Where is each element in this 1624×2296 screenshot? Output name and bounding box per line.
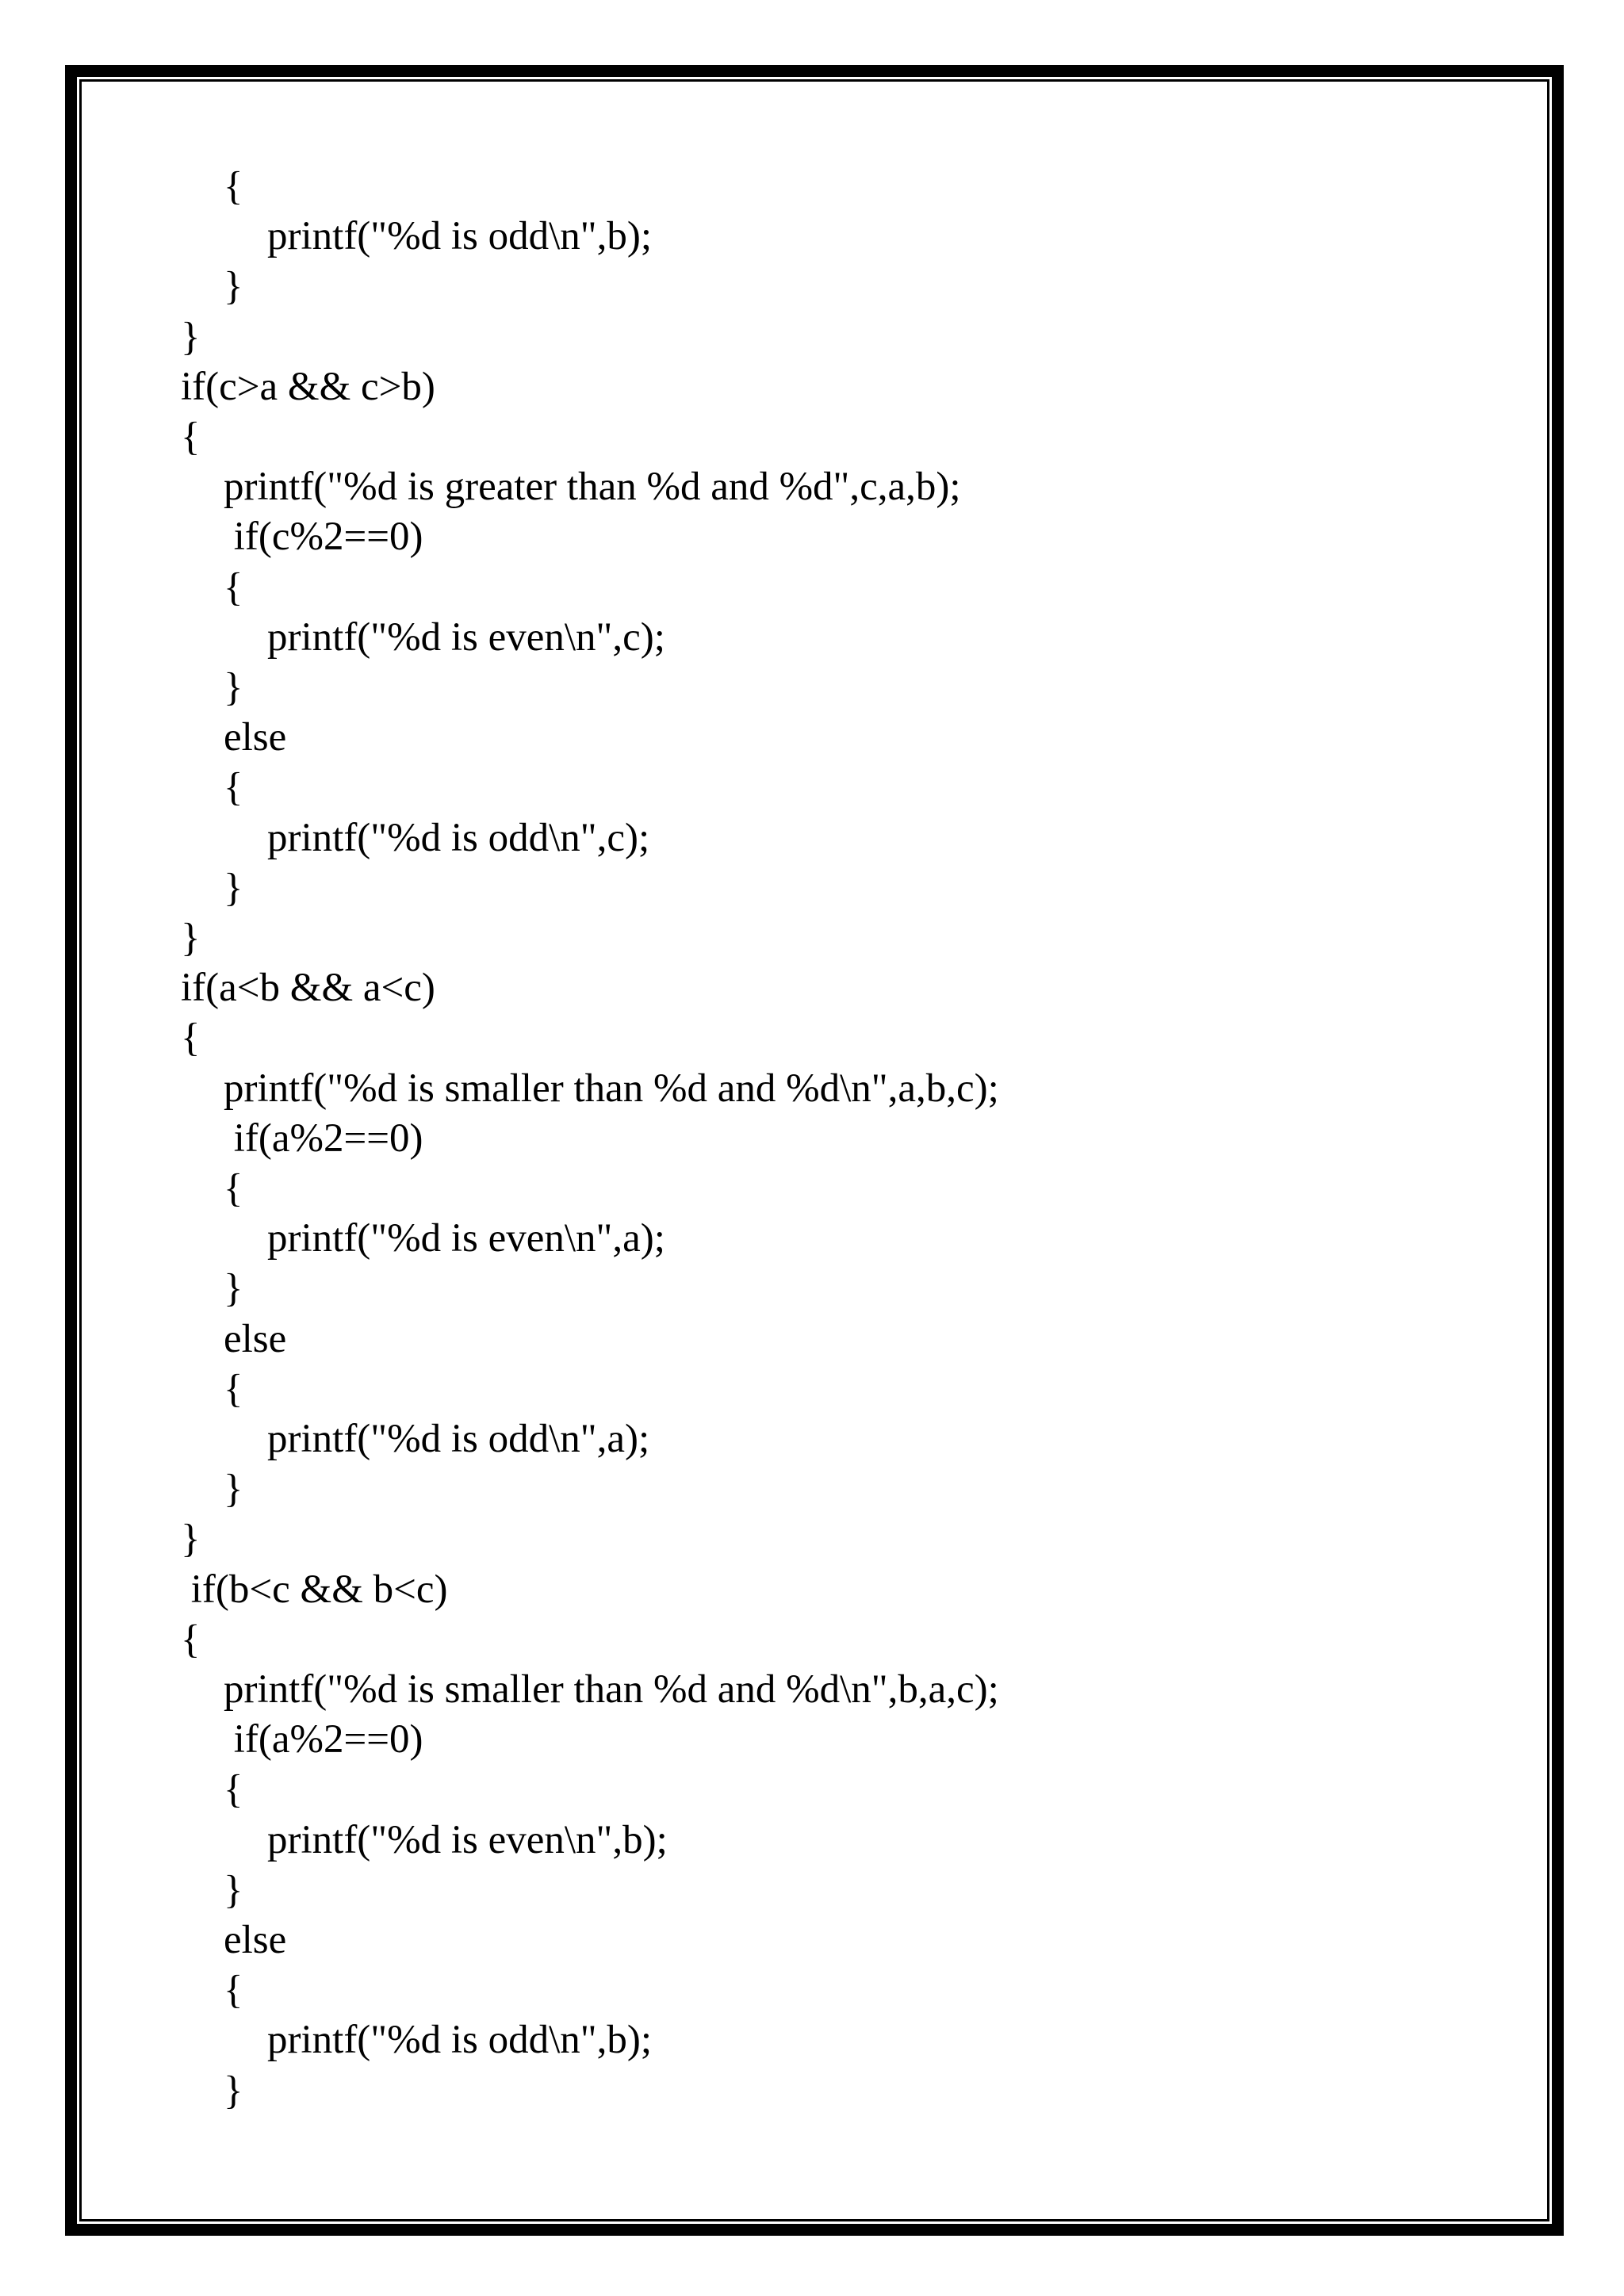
- code-line: }: [224, 866, 243, 910]
- code-line: else: [224, 715, 287, 760]
- code-line: printf("%d is odd\n",a);: [267, 1417, 650, 1461]
- code-line: }: [224, 2068, 243, 2113]
- code-line: if(c%2==0): [224, 515, 423, 559]
- code-line: {: [224, 765, 243, 809]
- code-line: else: [224, 1918, 287, 1962]
- code-line: {: [224, 164, 243, 209]
- code-line: }: [181, 315, 201, 359]
- code-line: printf("%d is even\n",a);: [267, 1216, 665, 1261]
- code-line: if(a<b && a<c): [181, 966, 435, 1010]
- code-line: printf("%d is greater than %d and %d",c,a,b);: [224, 465, 961, 509]
- code-line: }: [181, 916, 201, 960]
- code-line: {: [224, 1166, 243, 1211]
- code-line: if(a%2==0): [224, 1116, 423, 1161]
- code-line: printf("%d is odd\n",b);: [267, 214, 652, 258]
- code-line: }: [224, 665, 243, 710]
- code-line: printf("%d is even\n",c);: [267, 615, 665, 660]
- code-line: {: [224, 1367, 243, 1411]
- code-line: if(b<c && b<c): [181, 1567, 448, 1612]
- code-line: printf("%d is odd\n",c);: [267, 816, 650, 860]
- code-line: }: [224, 1266, 243, 1311]
- code-line: else: [224, 1317, 287, 1361]
- code-line: printf("%d is odd\n",b);: [267, 2018, 652, 2062]
- code-line: }: [181, 1517, 201, 1561]
- code-line: if(a%2==0): [224, 1717, 423, 1762]
- code-line: {: [224, 1767, 243, 1812]
- code-line: }: [224, 264, 243, 308]
- code-line: printf("%d is smaller than %d and %d\n",b,a,c);: [224, 1667, 999, 1712]
- code-line: printf("%d is smaller than %d and %d\n",a,b,c);: [224, 1066, 999, 1111]
- code-line: printf("%d is even\n",b);: [267, 1818, 668, 1862]
- code-line: {: [181, 1016, 201, 1060]
- code-line: {: [181, 415, 201, 459]
- code-line: }: [224, 1467, 243, 1511]
- code-line: {: [224, 565, 243, 610]
- code-line: if(c>a && c>b): [181, 365, 435, 409]
- code-line: }: [224, 1868, 243, 1912]
- code-line: {: [181, 1617, 201, 1662]
- code-line: {: [224, 1968, 243, 2012]
